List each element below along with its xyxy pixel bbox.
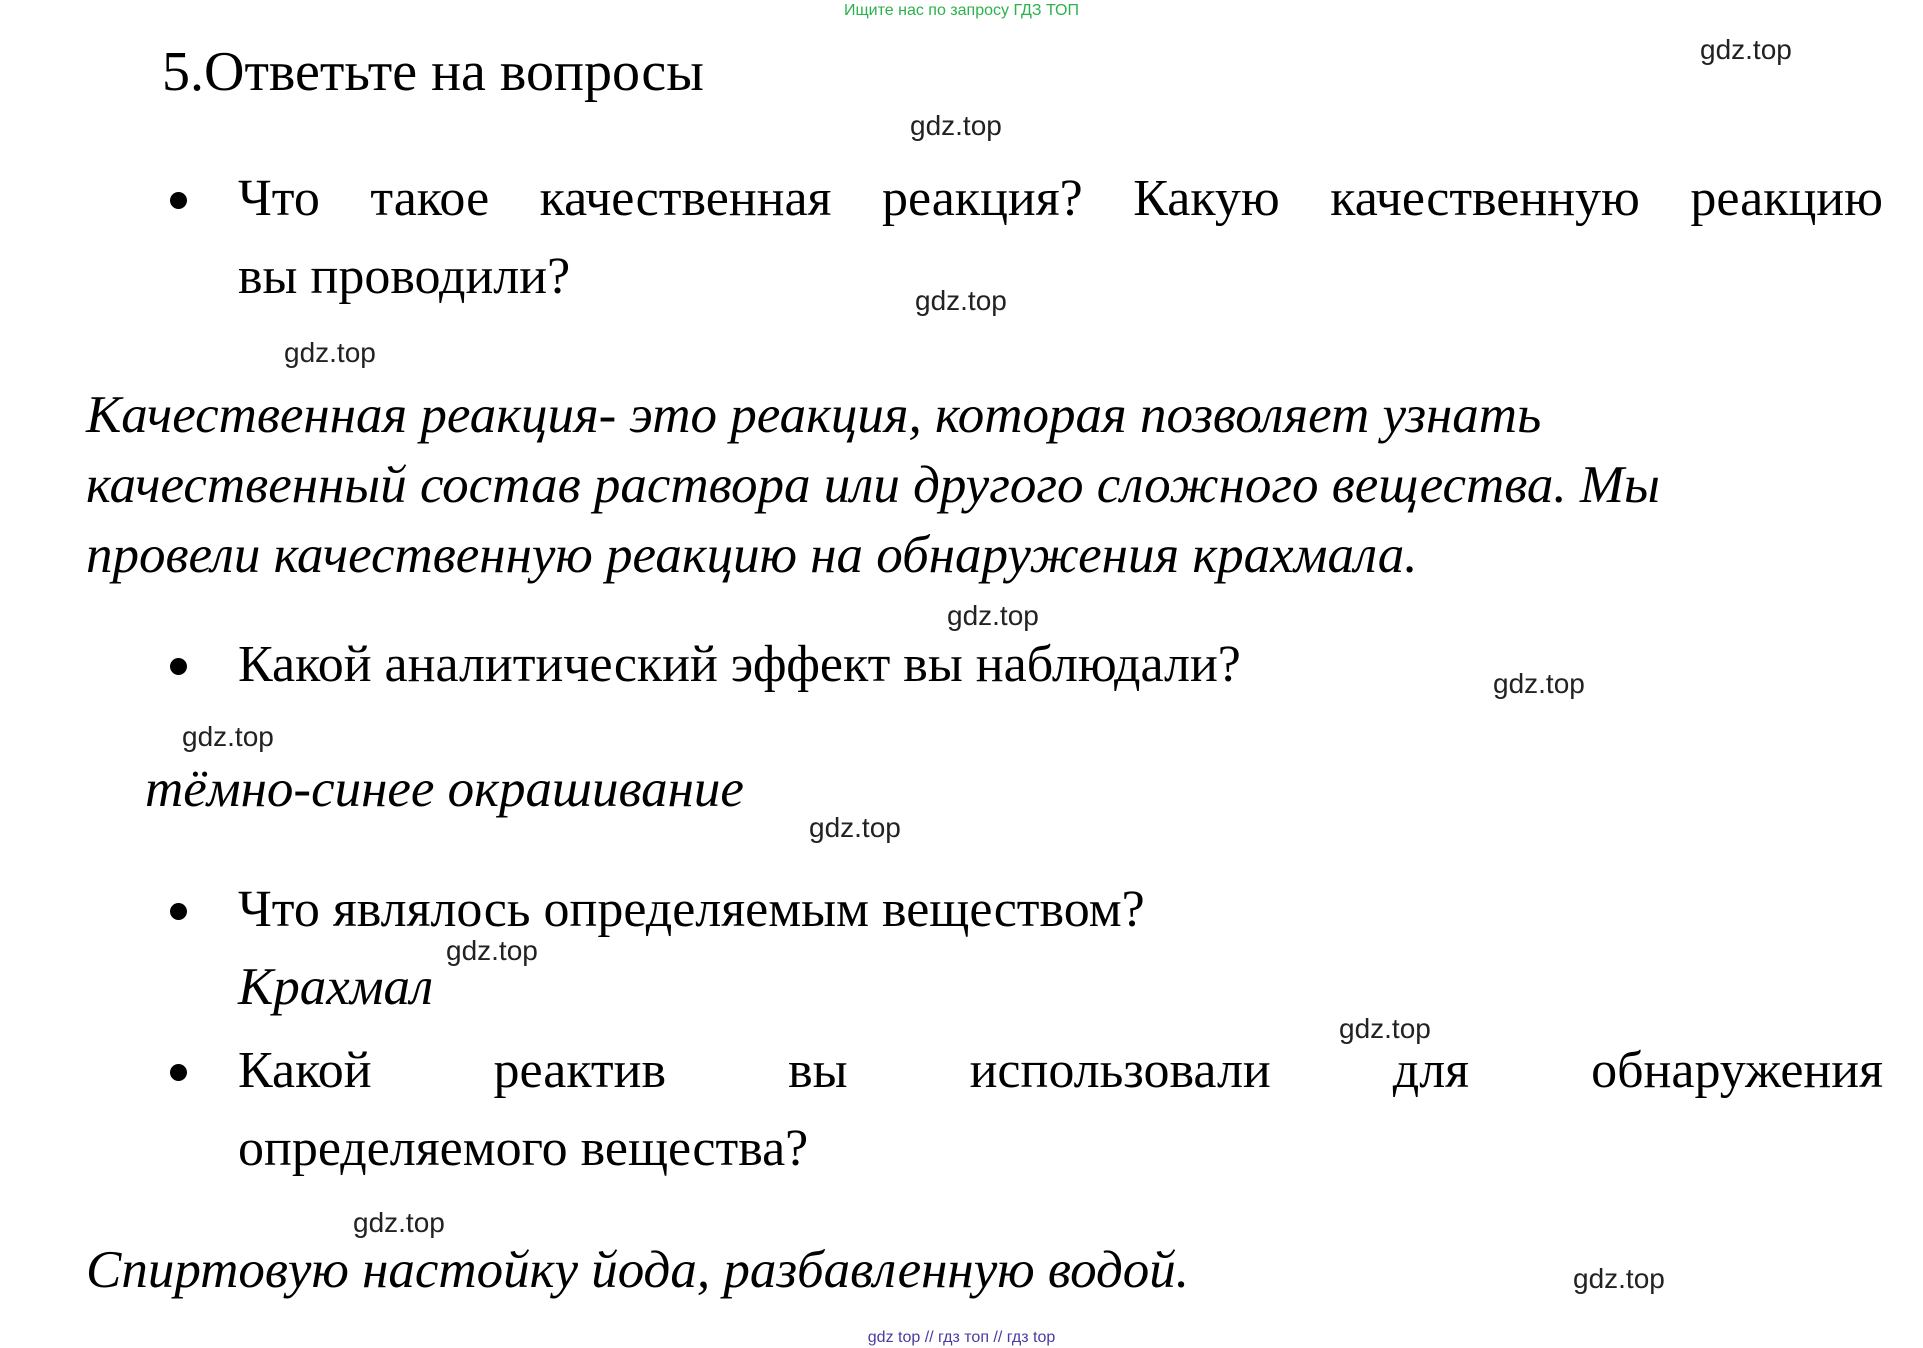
question-1-line-2: вы проводили? <box>238 248 571 305</box>
watermark: gdz.top <box>809 812 901 843</box>
watermark: gdz.top <box>1493 668 1585 699</box>
answer-1-line-3: провели качественную реакцию на обнаружения крахмала. <box>86 526 1418 584</box>
watermark: gdz.top <box>1700 34 1792 65</box>
watermark: gdz.top <box>353 1207 445 1238</box>
watermark: gdz.top <box>910 110 1002 141</box>
watermark: gdz.top <box>915 285 1007 316</box>
bullet-icon <box>170 903 187 920</box>
answer-3: Крахмал <box>238 958 434 1016</box>
watermark: gdz.top <box>182 721 274 752</box>
question-4-line-1: Какой реактив вы использовали для обнаружения <box>238 1042 1883 1099</box>
bullet-icon <box>170 658 187 675</box>
answer-1-line-2: качественный состав раствора или другого сложного вещества. Мы <box>86 456 1660 514</box>
bottom-banner: gdz top // гдз топ // гдз top <box>867 1329 1056 1346</box>
bullet-icon <box>170 1064 187 1081</box>
watermark: gdz.top <box>1339 1013 1431 1044</box>
answer-1-line-1: Качественная реакция- это реакция, которая позволяет узнать <box>86 386 1542 444</box>
page-title: 5.Ответьте на вопросы <box>162 41 704 103</box>
watermark: gdz.top <box>947 600 1039 631</box>
question-1-line-1: Что такое качественная реакция? Какую качественную реакцию <box>238 170 1883 227</box>
question-2: Какой аналитический эффект вы наблюдали? <box>238 636 1241 693</box>
watermark: gdz.top <box>446 935 538 966</box>
watermark: gdz.top <box>284 337 376 368</box>
top-banner: Ищите нас по запросу ГДЗ ТОП <box>844 2 1079 19</box>
question-4-line-2: определяемого вещества? <box>238 1120 809 1177</box>
watermark: gdz.top <box>1573 1263 1665 1294</box>
question-3: Что являлось определяемым веществом? <box>238 881 1145 938</box>
answer-4: Спиртовую настойку йода, разбавленную водой. <box>86 1241 1190 1299</box>
bullet-icon <box>170 192 187 209</box>
answer-2: тёмно-синее окрашивание <box>145 760 744 818</box>
